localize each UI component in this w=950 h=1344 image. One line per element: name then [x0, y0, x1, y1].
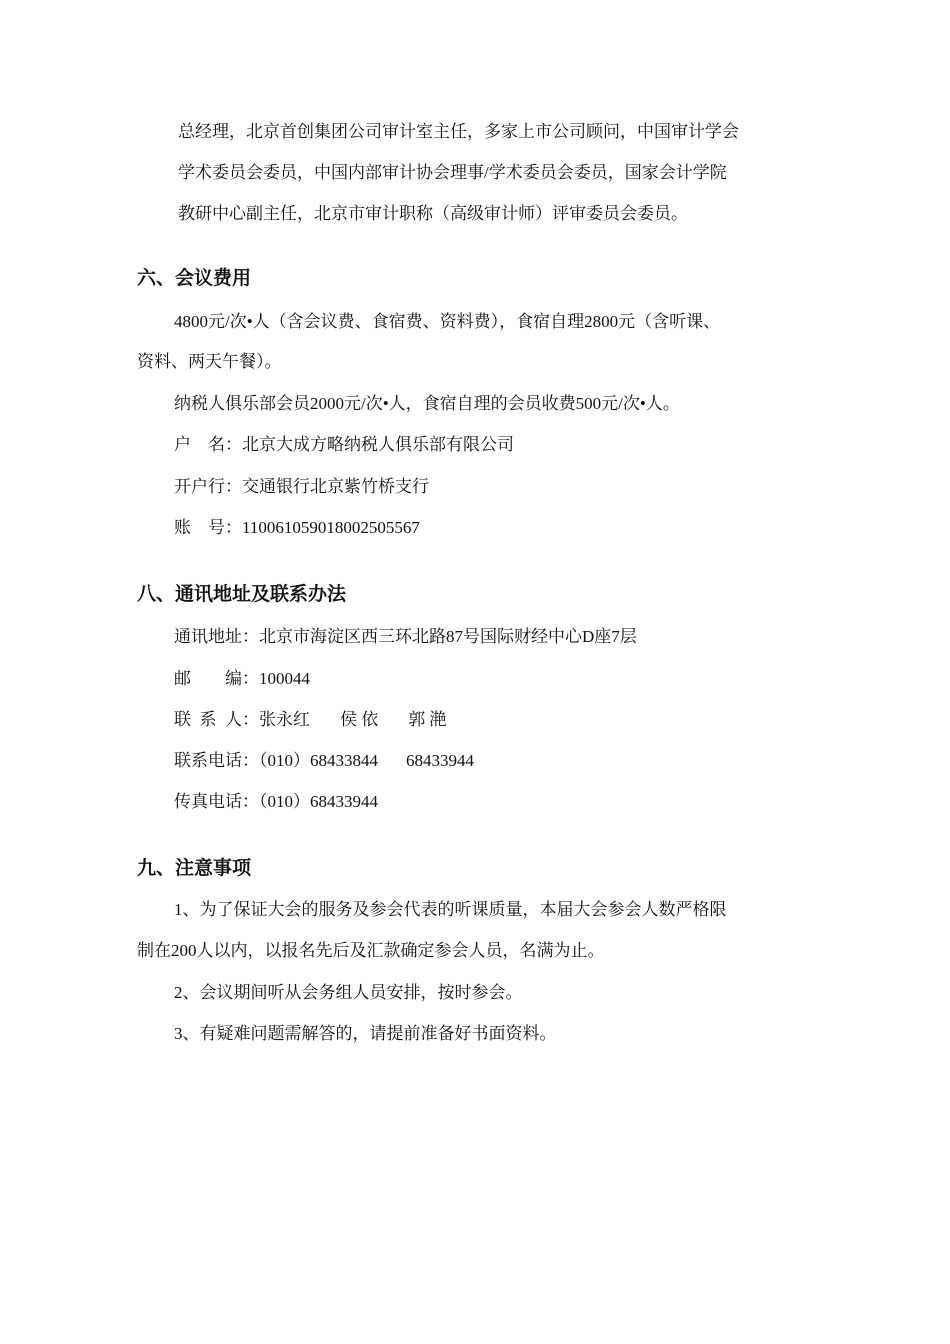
postcode-value: 100044: [259, 669, 310, 688]
phone-1: （010）68433844: [259, 751, 378, 770]
address-label: 通讯地址：: [174, 627, 259, 646]
note-3: 3、有疑难问题需解答的，请提前准备好书面资料。: [174, 1024, 557, 1043]
account-no-row: [174, 517, 420, 539]
phone-row: [174, 750, 474, 772]
fees-line-2: 资料、两天午餐）。: [137, 352, 282, 371]
postcode-label: 邮 编：: [174, 669, 259, 688]
fax-value: （010）68433944: [259, 792, 378, 811]
account-no-value: 110061059018002505567: [242, 518, 420, 537]
note-1-line-1: 1、为了保证大会的服务及参会代表的听课质量，本届大会参会人数严格限: [174, 900, 727, 919]
account-name-row: [174, 434, 514, 456]
intro-line-1: 总经理，北京首创集团公司审计室主任，多家上市公司顾问，中国审计学会: [178, 122, 739, 141]
fees-heading: 六、会议费用: [137, 267, 252, 289]
contact-heading: 八、通讯地址及联系办法: [137, 583, 347, 605]
address-value: 北京市海淀区西三环北路87号国际财经中心D座7层: [259, 627, 637, 646]
fees-line-1: 4800元/次•人（含会议费、食宿费、资料费），食宿自理2800元（含听课、: [174, 312, 721, 331]
note-1-line-2: 制在200人以内，以报名先后及汇款确定参会人员，名满为止。: [137, 941, 605, 960]
phone-2: 68433944: [406, 751, 474, 770]
contact-person-2: 侯 依: [340, 710, 379, 729]
account-no-label: 账 号：: [174, 518, 242, 537]
phone-label: 联系电话：: [174, 751, 259, 770]
bank-label: 开户行：: [174, 477, 242, 496]
notes-heading: 九、注意事项: [137, 857, 252, 879]
bank-row: [174, 476, 429, 498]
note-2: 2、会议期间听从会务组人员安排，按时参会。: [174, 983, 523, 1002]
bank-value: 交通银行北京紫竹桥支行: [242, 477, 429, 496]
account-name-value: 北京大成方略纳税人俱乐部有限公司: [242, 435, 514, 454]
fax-row: [174, 791, 378, 813]
intro-line-2: 学术委员会委员，中国内部审计协会理事/学术委员会委员，国家会计学院: [178, 163, 727, 182]
contact-person-row: [174, 709, 447, 731]
fees-line-3: 纳税人俱乐部会员2000元/次•人，食宿自理的会员收费500元/次•人。: [174, 394, 680, 413]
fax-label: 传真电话：: [174, 792, 259, 811]
contact-person-label: 联 系 人：: [174, 710, 259, 729]
address-row: [174, 626, 637, 648]
postcode-row: [174, 668, 310, 690]
intro-line-3: 教研中心副主任，北京市审计职称（高级审计师）评审委员会委员。: [178, 204, 688, 223]
contact-person-3: 郭 滟: [408, 710, 447, 729]
contact-person-1: 张永红: [259, 710, 310, 729]
account-name-label: 户 名：: [174, 435, 242, 454]
